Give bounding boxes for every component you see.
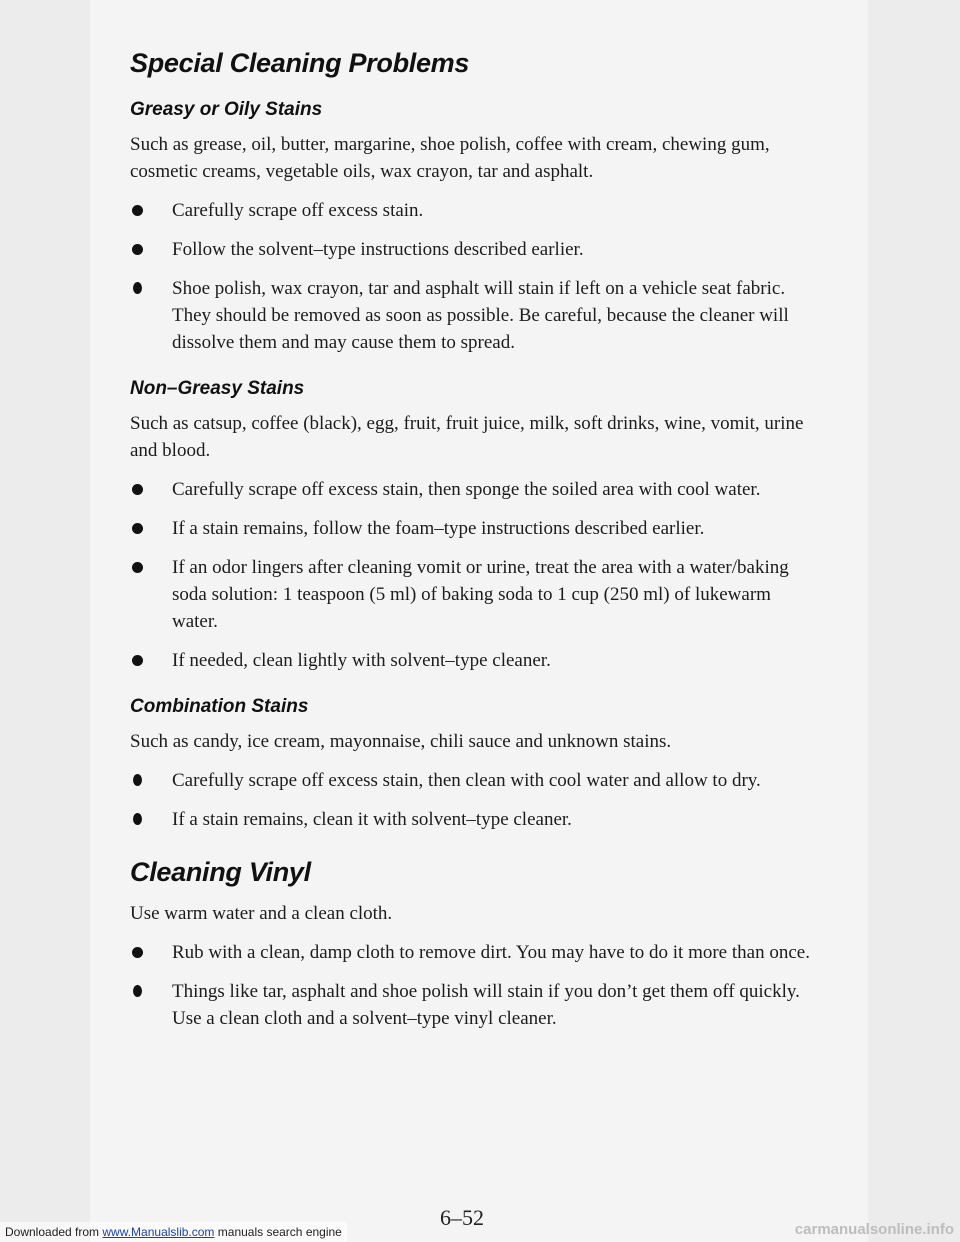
list-item: Rub with a clean, damp cloth to remove dirt. You may have to do it more than once. bbox=[130, 939, 810, 966]
list-item: Shoe polish, wax crayon, tar and asphalt will stain if left on a vehicle seat fabric. They should be removed as soon as possible. Be careful, because the cleaner will dissolve them and may cause them to spread. bbox=[130, 275, 810, 356]
bullet-icon bbox=[132, 947, 143, 958]
bullet-icon bbox=[132, 655, 143, 666]
list-item: If needed, clean lightly with solvent–type cleaner. bbox=[130, 647, 810, 674]
greasy-intro: Such as grease, oil, butter, margarine, shoe polish, coffee with cream, chewing gum, cosmetic creams, vegetable oils, wax crayon, tar and asphalt. bbox=[130, 134, 770, 182]
heading-non-greasy-stains: Non–Greasy Stains bbox=[130, 378, 305, 399]
greasy-bullet-list bbox=[130, 197, 810, 356]
section-title-cleaning-vinyl: Cleaning Vinyl bbox=[130, 857, 311, 887]
bullet-icon bbox=[132, 484, 143, 495]
bullet-icon bbox=[134, 775, 141, 785]
bullet-icon bbox=[132, 205, 143, 216]
combination-bullet-list bbox=[130, 767, 810, 833]
list-item: Follow the solvent–type instructions described earlier. bbox=[130, 236, 810, 263]
bullet-icon bbox=[132, 244, 143, 255]
manualslib-link[interactable]: www.Manualslib.com bbox=[102, 1225, 215, 1239]
bullet-icon bbox=[134, 814, 141, 824]
bullet-icon bbox=[132, 562, 143, 573]
heading-combination-stains: Combination Stains bbox=[130, 696, 309, 717]
page-number: 6–52 bbox=[440, 1205, 484, 1230]
bullet-icon bbox=[134, 283, 141, 293]
vinyl-intro: Use warm water and a clean cloth. bbox=[130, 903, 393, 924]
section-title-special-cleaning: Special Cleaning Problems bbox=[130, 48, 470, 78]
list-item: Things like tar, asphalt and shoe polish will stain if you don’t get them off quickly. Use a clean cloth and a solvent–type vinyl cleaner. bbox=[130, 978, 810, 1032]
list-item: If a stain remains, follow the foam–type instructions described earlier. bbox=[130, 515, 810, 542]
bullet-icon bbox=[132, 523, 143, 534]
download-banner: Downloaded from www.Manualslib.com manuals search engine bbox=[0, 1222, 347, 1242]
combination-intro: Such as candy, ice cream, mayonnaise, chili sauce and unknown stains. bbox=[130, 731, 672, 752]
vinyl-bullet-list bbox=[130, 939, 810, 1032]
non-greasy-intro: Such as catsup, coffee (black), egg, fruit, fruit juice, milk, soft drinks, wine, vomit, urine and blood. bbox=[130, 413, 804, 461]
list-item: Carefully scrape off excess stain, then clean with cool water and allow to dry. bbox=[130, 767, 810, 794]
list-item: Carefully scrape off excess stain. bbox=[130, 197, 810, 224]
non-greasy-bullet-list bbox=[130, 476, 810, 674]
page-content bbox=[130, 48, 810, 1032]
heading-greasy-stains: Greasy or Oily Stains bbox=[130, 99, 323, 120]
list-item: Carefully scrape off excess stain, then sponge the soiled area with cool water. bbox=[130, 476, 810, 503]
list-item: If an odor lingers after cleaning vomit or urine, treat the area with a water/baking soda solution: 1 teaspoon (5 ml) of baking soda to 1 cup (250 ml) of lukewarm water. bbox=[130, 554, 810, 635]
watermark: carmanualsonline.info bbox=[794, 1221, 954, 1238]
bullet-icon bbox=[134, 986, 141, 996]
list-item: If a stain remains, clean it with solvent–type cleaner. bbox=[130, 806, 810, 833]
